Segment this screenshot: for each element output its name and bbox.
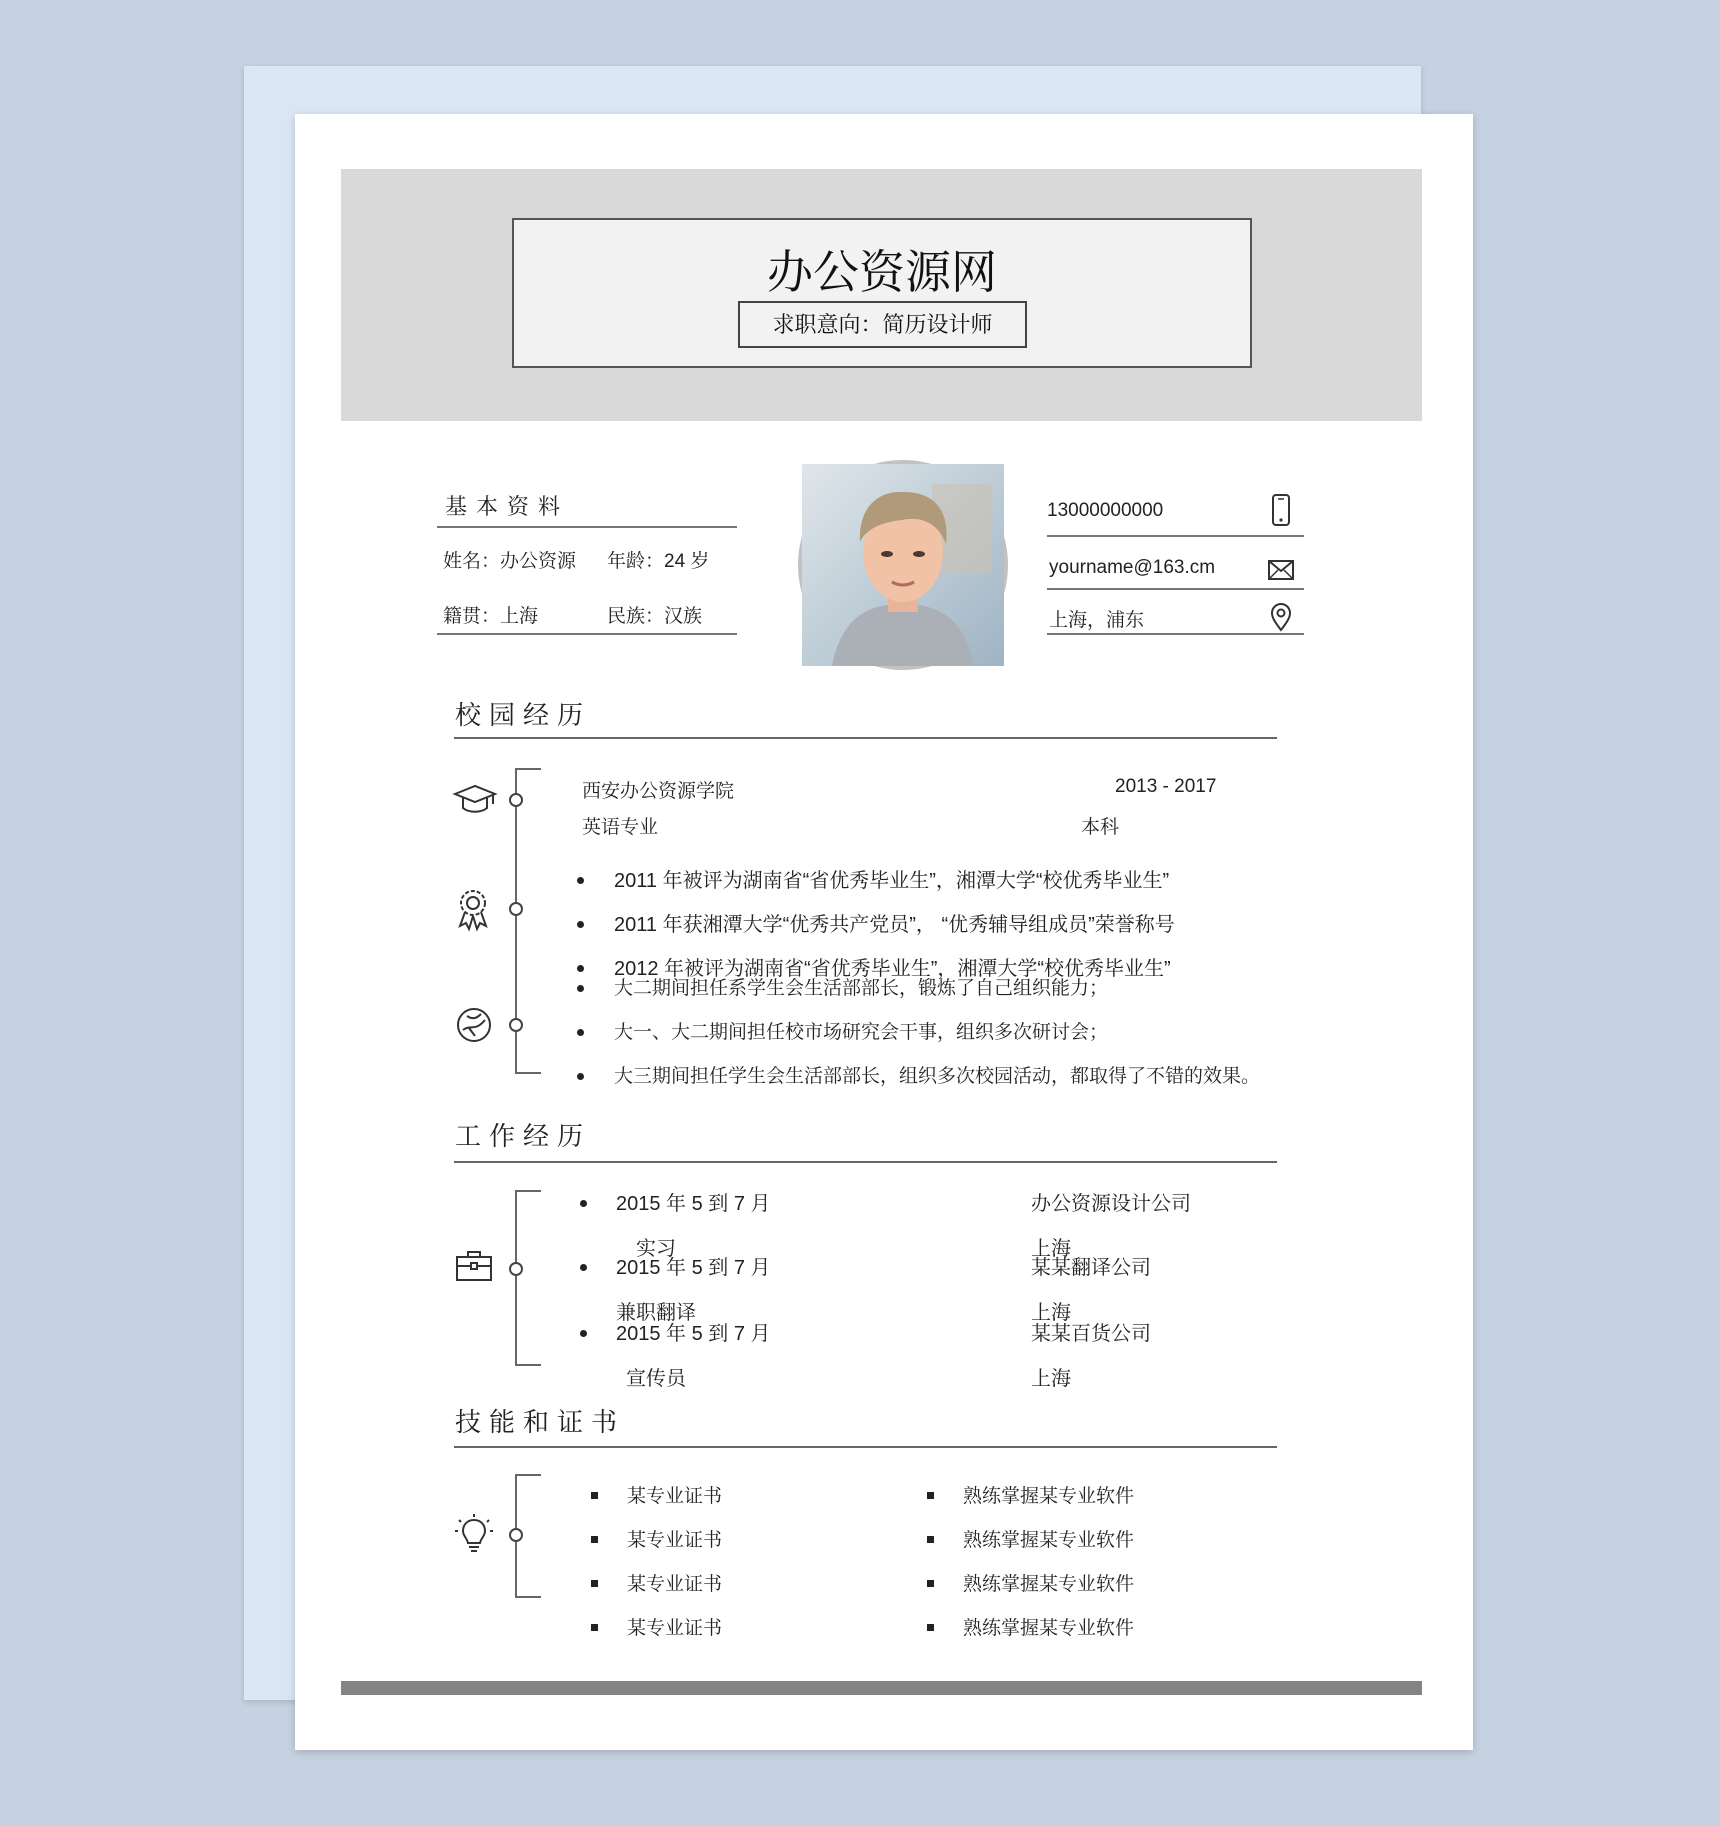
list-item: 2012 年被评为湖南省“省优秀毕业生”，湘潭大学“校优秀毕业生” xyxy=(614,958,1171,980)
address: 上海，浦东 xyxy=(1049,610,1145,631)
major: 英语专业 xyxy=(582,817,659,838)
work-date: 2015 年 5 到 7 月 xyxy=(616,1193,771,1215)
school-years: 2013 - 2017 xyxy=(1115,776,1217,797)
certificate-item: 某专业证书 xyxy=(627,1486,723,1507)
basic-info-title: 基本资料 xyxy=(445,494,570,519)
timeline-dot xyxy=(509,1528,523,1542)
phone-number: 13000000000 xyxy=(1047,500,1164,521)
timeline-dot xyxy=(509,902,523,916)
divider xyxy=(437,633,737,635)
school-name: 西安办公资源学院 xyxy=(582,781,735,802)
work-role: 兼职翻译 xyxy=(616,1302,696,1324)
work-company: 某某翻译公司 xyxy=(1031,1257,1151,1279)
divider xyxy=(1047,588,1304,590)
section-divider xyxy=(454,737,1277,739)
software-item: 熟练掌握某专业软件 xyxy=(963,1486,1135,1507)
degree: 本科 xyxy=(1081,817,1120,838)
bullet xyxy=(591,1580,598,1587)
section-divider xyxy=(454,1161,1277,1163)
graduation-cap-icon xyxy=(453,784,497,816)
bullet xyxy=(927,1492,934,1499)
work-section-title: 工作经历 xyxy=(455,1121,592,1151)
timeline-dot xyxy=(509,1018,523,1032)
work-date: 2015 年 5 到 7 月 xyxy=(616,1257,771,1279)
bullet xyxy=(577,965,584,972)
avatar xyxy=(798,460,1008,670)
divider xyxy=(437,526,737,528)
list-item: 大二期间担任系学生会生活部部长，锻炼了自己组织能力； xyxy=(614,978,1109,999)
skills-section-title: 技能和证书 xyxy=(455,1407,626,1437)
work-city: 上海 xyxy=(1031,1368,1071,1390)
certificate-item: 某专业证书 xyxy=(627,1574,723,1595)
email-address: yourname@163.cm xyxy=(1049,557,1216,578)
certificate-item: 某专业证书 xyxy=(627,1530,723,1551)
work-city: 上海 xyxy=(1031,1238,1071,1260)
work-city: 上海 xyxy=(1031,1302,1071,1324)
bullet xyxy=(580,1200,587,1207)
origin-field: 籍贯：上海 xyxy=(443,606,539,627)
envelope-icon xyxy=(1266,558,1296,582)
award-medal-icon xyxy=(455,888,491,932)
list-item: 2011 年获湘潭大学“优秀共产党员”， “优秀辅导组成员”荣誉称号 xyxy=(614,914,1175,936)
timeline-bracket xyxy=(515,1190,541,1366)
bullet xyxy=(577,1073,584,1080)
bullet xyxy=(591,1624,598,1631)
bullet xyxy=(577,1029,584,1036)
bullet xyxy=(580,1330,587,1337)
list-item: 大三期间担任学生会生活部部长，组织多次校园活动，都取得了不错的效果。 xyxy=(614,1066,1261,1087)
name-field: 姓名：办公资源 xyxy=(443,551,577,572)
bullet xyxy=(577,921,584,928)
bullet xyxy=(580,1264,587,1271)
work-company: 办公资源设计公司 xyxy=(1031,1193,1191,1215)
job-intent: 求职意向：简历设计师 xyxy=(738,301,1027,348)
work-role: 实习 xyxy=(636,1238,676,1260)
timeline-dot xyxy=(509,1262,523,1276)
software-item: 熟练掌握某专业软件 xyxy=(963,1618,1135,1639)
divider xyxy=(1047,535,1304,537)
list-item: 2011 年被评为湖南省“省优秀毕业生”，湘潭大学“校优秀毕业生” xyxy=(614,870,1170,892)
honors-list xyxy=(570,860,1290,980)
work-role: 宣传员 xyxy=(626,1368,686,1390)
software-item: 熟练掌握某专业软件 xyxy=(963,1574,1135,1595)
bullet xyxy=(591,1536,598,1543)
list-item: 大一、大二期间担任校市场研究会干事，组织多次研讨会； xyxy=(614,1022,1109,1043)
phone-icon xyxy=(1268,493,1294,527)
software-item: 熟练掌握某专业软件 xyxy=(963,1530,1135,1551)
lightbulb-icon xyxy=(455,1514,493,1556)
divider xyxy=(1047,633,1304,635)
campus-section-title: 校园经历 xyxy=(455,700,592,730)
age-field: 年龄：24 岁 xyxy=(607,551,710,572)
location-pin-icon xyxy=(1269,602,1293,632)
bullet xyxy=(927,1536,934,1543)
bullet xyxy=(591,1492,598,1499)
footer-bar xyxy=(341,1681,1422,1695)
briefcase-icon xyxy=(455,1250,493,1282)
bullet xyxy=(927,1624,934,1631)
work-date: 2015 年 5 到 7 月 xyxy=(616,1323,771,1345)
bullet xyxy=(927,1580,934,1587)
ethnic-field: 民族：汉族 xyxy=(607,606,703,627)
certificate-item: 某专业证书 xyxy=(627,1618,723,1639)
bullet xyxy=(577,877,584,884)
page-title: 办公资源网 xyxy=(767,246,997,298)
bullet xyxy=(577,985,584,992)
work-company: 某某百货公司 xyxy=(1031,1323,1151,1345)
globe-icon xyxy=(455,1006,493,1044)
section-divider xyxy=(454,1446,1277,1448)
timeline-dot xyxy=(509,793,523,807)
